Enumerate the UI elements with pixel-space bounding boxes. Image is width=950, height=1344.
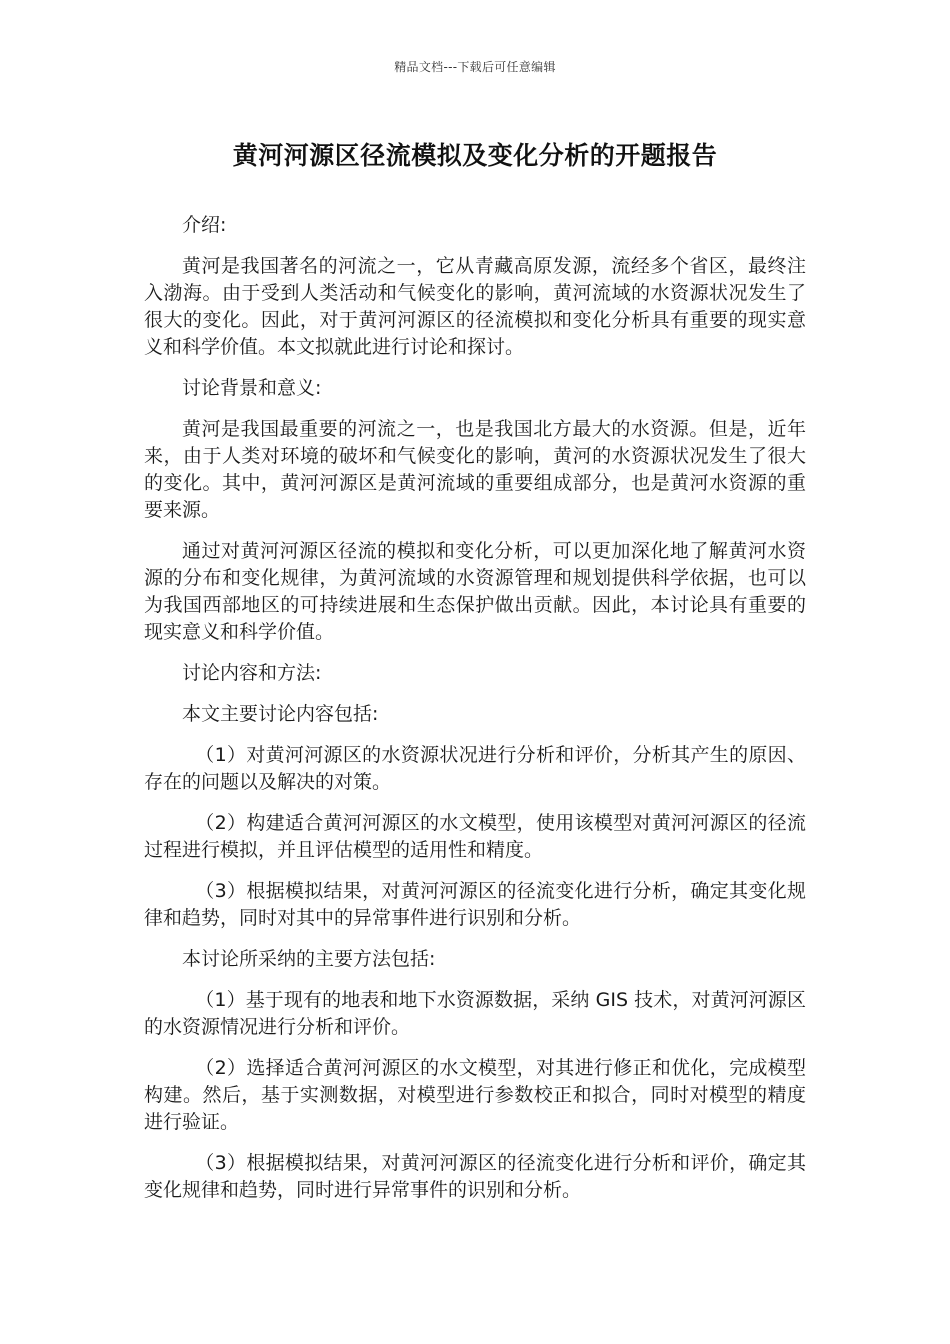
document-title: 黄河河源区径流模拟及变化分析的开题报告 <box>232 141 718 170</box>
list-item: （3）根据模拟结果，对黄河河源区的径流变化进行分析，确定其变化规律和趋势，同时对其中的异常事件进行识别和分析。 <box>144 880 806 929</box>
section-heading-intro: 介绍: <box>182 214 227 236</box>
list-item: （2）构建适合黄河河源区的水文模型，使用该模型对黄河河源区的径流过程进行模拟，并且评估模型的适用性和精度。 <box>144 812 806 861</box>
section-heading-content-methods: 讨论内容和方法: <box>182 662 322 684</box>
subsection-heading-content: 本文主要讨论内容包括: <box>182 703 379 725</box>
body-paragraph: 黄河是我国最重要的河流之一，也是我国北方最大的水资源。但是，近年来，由于人类对环境的破坏和气候变化的影响，黄河的水资源状况发生了很大的变化。其中，黄河河源区是黄河流域的重要组成部分，也是黄河水资源的重要来源。 <box>144 418 806 521</box>
body-paragraph: 黄河是我国著名的河流之一，它从青藏高原发源，流经多个省区，最终注入渤海。由于受到人类活动和气候变化的影响，黄河流域的水资源状况发生了很大的变化。因此，对于黄河河源区的径流模拟和变化分析具有重要的现实意义和科学价值。本文拟就此进行讨论和探讨。 <box>144 255 806 358</box>
document-body <box>144 212 806 1218</box>
list-item: （2）选择适合黄河河源区的水文模型，对其进行修正和优化，完成模型构建。然后，基于实测数据，对模型进行参数校正和拟合，同时对模型的精度进行验证。 <box>144 1057 806 1133</box>
list-item: （1）对黄河河源区的水资源状况进行分析和评价，分析其产生的原因、存在的问题以及解决的对策。 <box>144 744 806 793</box>
subsection-heading-methods: 本讨论所采纳的主要方法包括: <box>182 948 436 970</box>
list-item: （3）根据模拟结果，对黄河河源区的径流变化进行分析和评价，确定其变化规律和趋势，同时进行异常事件的识别和分析。 <box>144 1152 806 1201</box>
header-note: 精品文档---下载后可任意编辑 <box>394 60 556 74</box>
list-item: （1）基于现有的地表和地下水资源数据，采纳 GIS 技术，对黄河河源区的水资源情况进行分析和评价。 <box>144 989 806 1038</box>
section-heading-background: 讨论背景和意义: <box>182 377 322 399</box>
body-paragraph: 通过对黄河河源区径流的模拟和变化分析，可以更加深化地了解黄河水资源的分布和变化规律，为黄河流域的水资源管理和规划提供科学依据，也可以为我国西部地区的可持续进展和生态保护做出贡献。因此，本讨论具有重要的现实意义和科学价值。 <box>144 540 806 643</box>
